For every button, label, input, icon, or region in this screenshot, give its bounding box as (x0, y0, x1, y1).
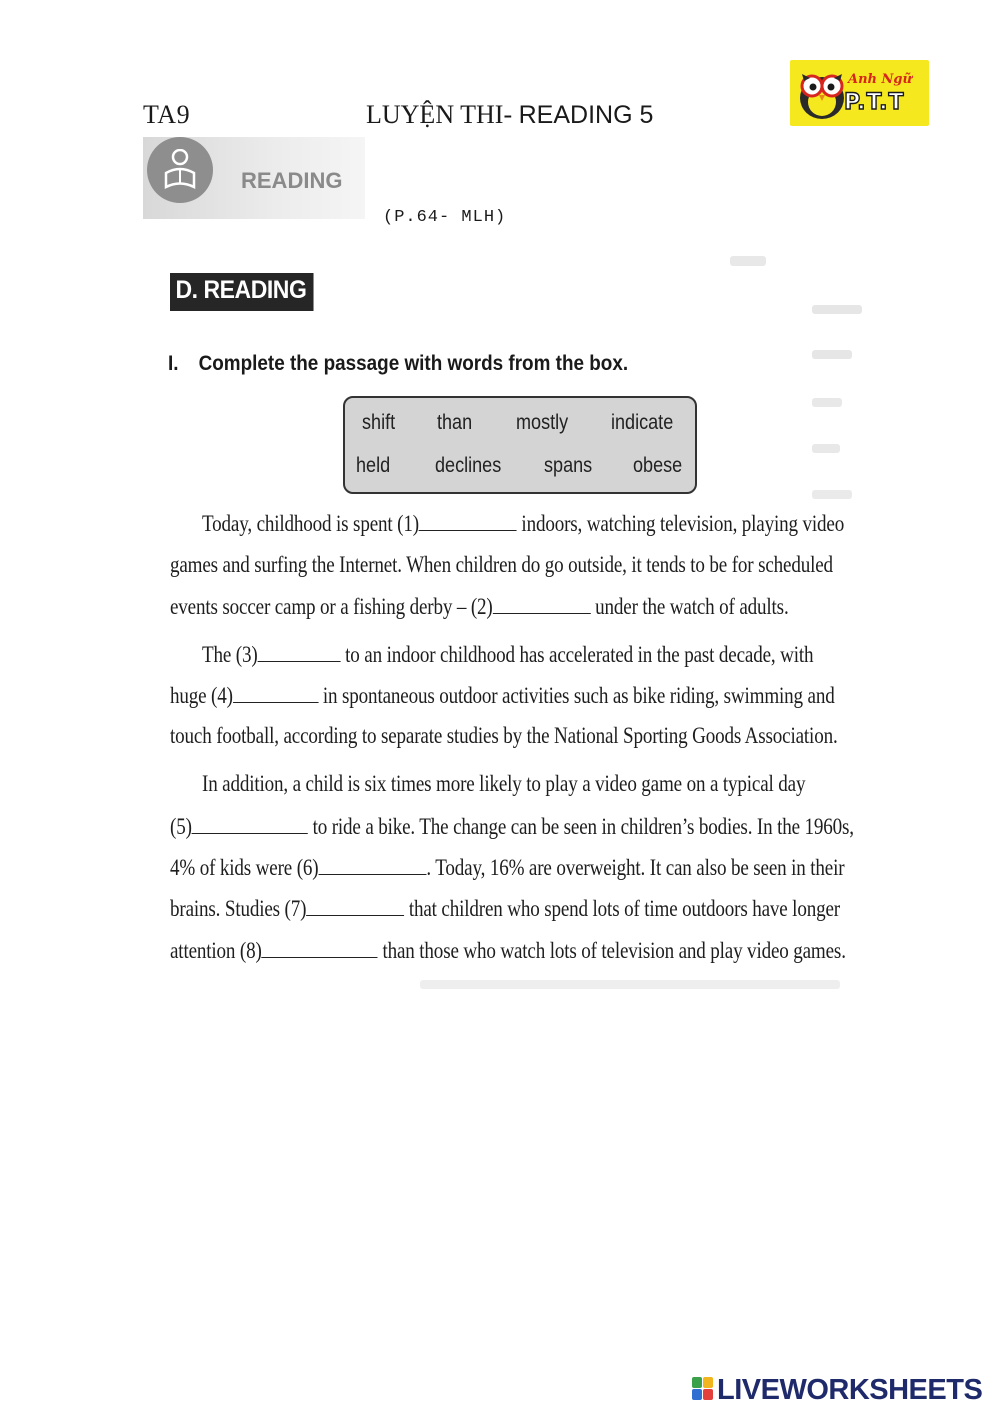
passage-line (202, 641, 813, 668)
answer-blank-4[interactable] (233, 682, 318, 703)
passage-line (170, 813, 854, 840)
line-text: that children who spend lots of time outdoors have longer (404, 896, 840, 921)
instruction-text: Complete the passage with words from the box. (198, 352, 629, 375)
reading-banner (143, 137, 365, 219)
title-main: LUYỆN THI- (366, 100, 519, 129)
passage-line: touch football, according to separate studies by the National Sporting Goods Association. (170, 723, 838, 748)
word-item: spans (544, 454, 593, 477)
line-text: under the watch of adults. (590, 594, 789, 619)
instruction-number: I. (168, 352, 179, 375)
answer-blank-3[interactable] (258, 641, 341, 662)
answer-blank-2[interactable] (493, 593, 591, 614)
line-text: brains. Studies (7) (170, 896, 307, 921)
line-text: (5) (170, 814, 192, 839)
passage-line: In addition, a child is six times more likely to play a video game on a typical day (202, 771, 806, 796)
line-text: 4% of kids were (6) (170, 855, 319, 880)
passage-line (170, 593, 789, 620)
banner-label: READING (241, 168, 343, 193)
word-item: than (437, 411, 473, 434)
answer-blank-7[interactable] (306, 895, 404, 916)
passage-line (170, 682, 835, 709)
worksheet-code: TA9 (143, 100, 191, 129)
passage-line: games and surfing the Internet. When children do go outside, it tends to be for scheduled (170, 552, 833, 577)
exercise-instruction (168, 352, 628, 376)
school-logo (790, 60, 929, 126)
owl-icon (796, 66, 848, 120)
line-text: Today, childhood is spent (1) (202, 511, 419, 536)
word-item: obese (633, 454, 683, 477)
word-item: held (356, 454, 391, 477)
line-text: than those who watch lots of television and play video games. (377, 938, 846, 963)
line-text: events soccer camp or a fishing derby – (2) (170, 594, 493, 619)
line-text: to ride a bike. The change can be seen in children’s bodies. In the 1960s, (307, 814, 854, 839)
answer-blank-8[interactable] (262, 937, 378, 958)
line-text: indoors, watching television, playing video (516, 511, 845, 536)
word-item: mostly (516, 411, 569, 434)
brand-text: LIVEWORKSHEETS (717, 1374, 983, 1406)
passage-line (170, 895, 840, 922)
logo-line1: Anh Ngữ (848, 72, 912, 87)
answer-blank-5[interactable] (192, 813, 308, 834)
liveworksheets-logo-icon (692, 1377, 714, 1401)
word-item: indicate (611, 411, 674, 434)
passage-line (170, 937, 846, 964)
page-reference: (P.64- MLH) (383, 208, 507, 227)
line-text: in spontaneous outdoor activities such as bike riding, swimming and (318, 683, 835, 708)
answer-blank-1[interactable] (419, 510, 517, 531)
word-item: declines (435, 454, 502, 477)
line-text: huge (4) (170, 683, 233, 708)
section-heading: D. READING (170, 273, 314, 311)
banner-circle (147, 137, 213, 203)
word-item: shift (362, 411, 396, 434)
passage-line (170, 854, 844, 881)
liveworksheets-brand (692, 1374, 982, 1407)
passage-line (202, 510, 844, 537)
line-text: . Today, 16% are overweight. It can also be seen in their (426, 855, 845, 880)
title-sub: READING 5 (518, 101, 654, 129)
line-text: The (3) (202, 642, 258, 667)
logo-line2: P.T.T (844, 90, 905, 115)
answer-blank-6[interactable] (318, 854, 426, 875)
line-text: to an indoor childhood has accelerated in the past decade, with (340, 642, 814, 667)
word-box (343, 396, 697, 494)
reading-person-icon (160, 149, 200, 191)
worksheet-title (366, 100, 653, 130)
line-text: attention (8) (170, 938, 262, 963)
